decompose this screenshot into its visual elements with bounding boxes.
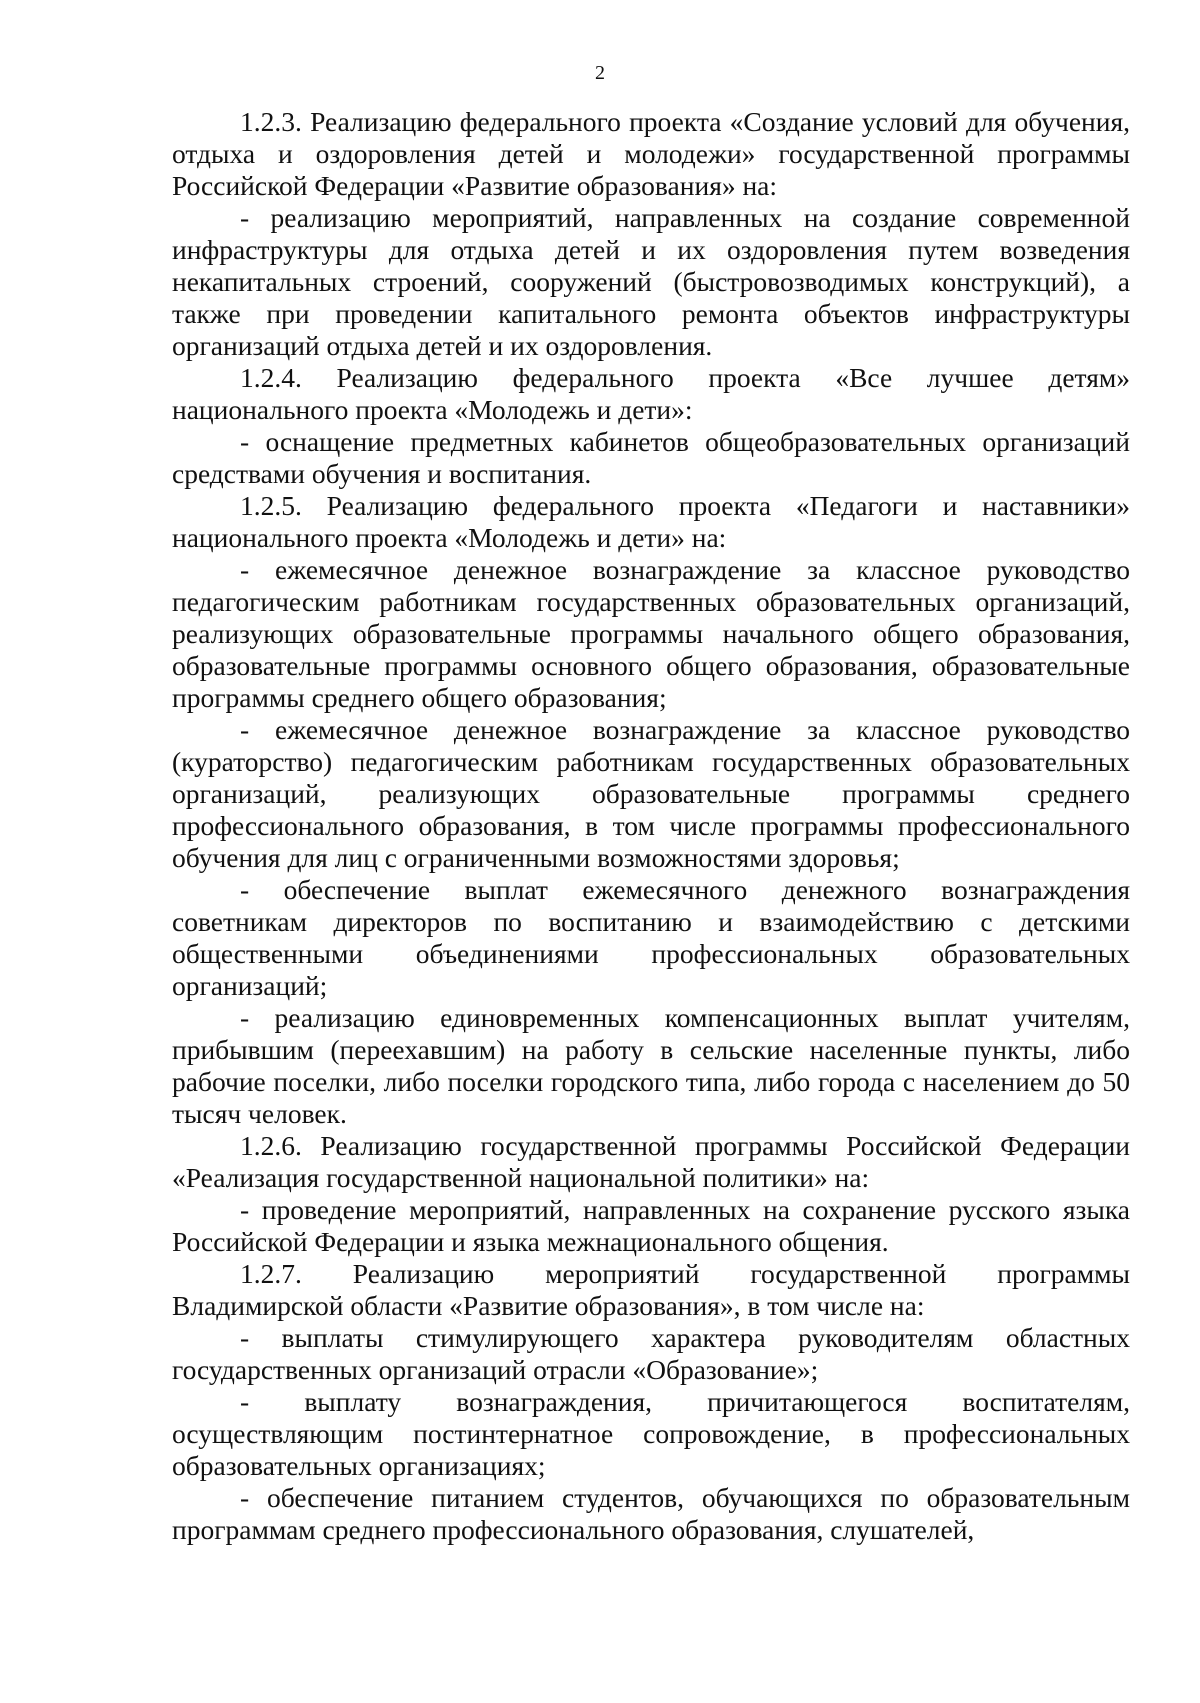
list-item: - обеспечение питанием студентов, обучающихся по образовательным программам среднего профессионального образования, слушателей, <box>172 1482 1130 1545</box>
paragraph-1-2-3: 1.2.3. Реализацию федерального проекта «Создание условий для обучения, отдыха и оздоровления детей и молодежи» государственной программы Российской Федерации «Развитие образования» на: <box>172 106 1130 201</box>
paragraph-1-2-5: 1.2.5. Реализацию федерального проекта «Педагоги и наставники» национального проекта «Молодежь и дети» на: <box>172 490 1130 553</box>
paragraph-1-2-4: 1.2.4. Реализацию федерального проекта «Все лучшее детям» национального проекта «Молодежь и дети»: <box>172 362 1130 425</box>
list-item: - выплату вознаграждения, причитающегося воспитателям, осуществляющим постинтернатное сопровождение, в профессиональных образовательных организациях; <box>172 1386 1130 1481</box>
list-item: - реализацию мероприятий, направленных на создание современной инфраструктуры для отдыха детей и их оздоровления путем возведения некапитальных строений, сооружений (быстровозводимых конструкций), а также при проведении капитального ремонта объектов инфраструктуры организаций отдыха детей и их оздоровления. <box>172 202 1130 361</box>
list-item: - ежемесячное денежное вознаграждение за классное руководство (кураторство) педагогическим работникам государственных образовательных организаций, реализующих образовательные программы среднего профессионального образования, в том числе программы профессионального обучения для лиц с ограниченными возможностями здоровья; <box>172 714 1130 873</box>
page-number: 2 <box>595 62 605 84</box>
document-body <box>172 106 1130 1546</box>
list-item: - проведение мероприятий, направленных на сохранение русского языка Российской Федерации и языка межнационального общения. <box>172 1194 1130 1257</box>
list-item: - выплаты стимулирующего характера руководителям областных государственных организаций отрасли «Образование»; <box>172 1322 1130 1385</box>
paragraph-1-2-6: 1.2.6. Реализацию государственной программы Российской Федерации «Реализация государственной национальной политики» на: <box>172 1130 1130 1193</box>
list-item: - обеспечение выплат ежемесячного денежного вознаграждения советникам директоров по воспитанию и взаимодействию с детскими общественными объединениями профессиональных образовательных организаций; <box>172 874 1130 1001</box>
list-item: - ежемесячное денежное вознаграждение за классное руководство педагогическим работникам государственных образовательных организаций, реализующих образовательные программы начального общего образования, образовательные программы основного общего образования, образовательные программы среднего общего образования; <box>172 554 1130 713</box>
list-item: - реализацию единовременных компенсационных выплат учителям, прибывшим (переехавшим) на работу в сельские населенные пункты, либо рабочие поселки, либо поселки городского типа, либо города с населением до 50 тысяч человек. <box>172 1002 1130 1129</box>
list-item: - оснащение предметных кабинетов общеобразовательных организаций средствами обучения и воспитания. <box>172 426 1130 489</box>
paragraph-1-2-7: 1.2.7. Реализацию мероприятий государственной программы Владимирской области «Развитие образования», в том числе на: <box>172 1258 1130 1321</box>
